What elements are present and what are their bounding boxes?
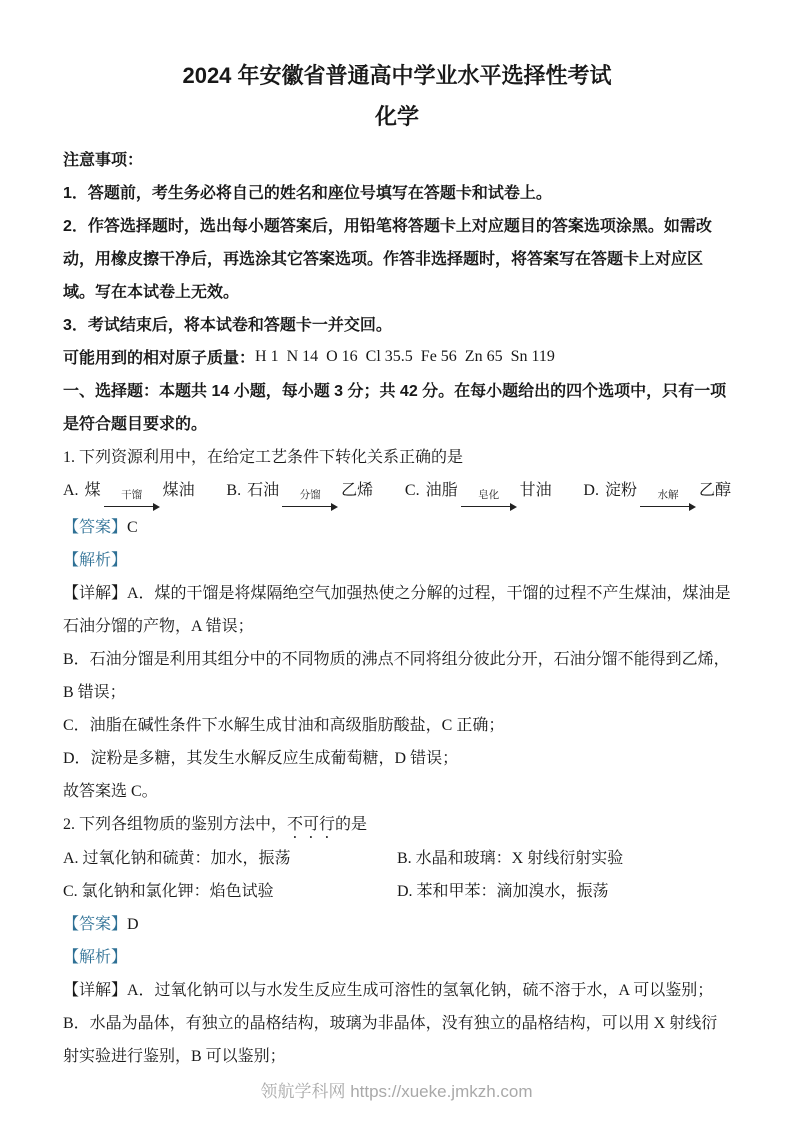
question-1-conclusion: 故答案选 C。 xyxy=(63,783,158,800)
question-2-options xyxy=(63,842,731,908)
watermark-footer xyxy=(0,1077,793,1102)
q2-stem-suffix: 的是 xyxy=(335,816,368,833)
q1-option-c xyxy=(405,474,552,511)
right-arrow-icon xyxy=(461,502,517,511)
notice-item-3: 3．考试结束后，将本试卷和答题卡一并交回。 xyxy=(63,317,392,334)
product: 煤油 xyxy=(162,482,195,499)
reaction-arrow xyxy=(640,490,696,511)
q2-stem-emphasis: 不可行 xyxy=(287,816,336,833)
reaction-arrow xyxy=(282,490,338,511)
reaction-condition: 干馏 xyxy=(121,490,143,501)
question-1-options xyxy=(63,474,731,511)
footer-url: https://xueke.jmkzh.com xyxy=(350,1082,533,1101)
product: 乙醇 xyxy=(698,482,731,499)
question-1-detail-c: C．油脂在碱性条件下水解生成甘油和高级脂肪酸盐，C 正确； xyxy=(63,717,505,734)
q1-option-d xyxy=(583,474,731,511)
option-label: B. xyxy=(226,482,242,499)
section-heading: 一、选择题：本题共 14 小题，每小题 3 分；共 42 分。在每小题给出的四个选项中，只有一项是符合题目要求的。 xyxy=(63,383,727,433)
question-2-analysis-label xyxy=(63,941,731,974)
question-2-answer-line xyxy=(63,908,731,941)
reaction-condition: 皂化 xyxy=(478,490,500,501)
question-2-stem xyxy=(63,808,731,842)
option-label: A. xyxy=(63,482,79,499)
analysis-label: 【解析】 xyxy=(63,949,128,966)
answer-label: 【答案】 xyxy=(63,916,128,933)
reactant: 淀粉 xyxy=(604,482,637,499)
q1-option-b xyxy=(226,474,373,511)
atomic-mass-label: 可能用到的相对原子质量： xyxy=(63,350,256,367)
question-1-detail-d: D．淀粉是多糖，其发生水解反应生成葡萄糖，D 错误； xyxy=(63,750,459,767)
q2-option-a: A. 过氧化钠和硫黄：加水，振荡 xyxy=(63,850,291,867)
notice-item-1: 1．答题前，考生务必将自己的姓名和座位号填写在答题卡和试卷上。 xyxy=(63,185,552,202)
q2-option-c: C. 氯化钠和氯化钾：焰色试验 xyxy=(63,883,274,900)
notice-heading: 注意事项： xyxy=(63,152,144,169)
right-arrow-icon xyxy=(640,502,696,511)
right-arrow-icon xyxy=(104,502,160,511)
question-1-stem: 1. 下列资源利用中，在给定工艺条件下转化关系正确的是 xyxy=(63,449,464,466)
reactant: 油脂 xyxy=(425,482,458,499)
q1-option-a xyxy=(63,474,195,511)
question-1-detail-b: B．石油分馏是利用其组分中的不同物质的沸点不同将组分彼此分开，石油分馏不能得到乙烯，B 错误； xyxy=(63,651,730,701)
question-1-answer-line xyxy=(63,511,731,544)
product: 乙烯 xyxy=(341,482,374,499)
question-1-analysis-label xyxy=(63,544,731,577)
question-2-detail-a: 【详解】A．过氧化钠可以与水发生反应生成可溶性的氢氧化钠，硫不溶于水，A 可以鉴别； xyxy=(63,982,714,999)
notice-item-2: 2．作答选择题时，选出每小题答案后，用铅笔将答题卡上对应题目的答案选项涂黑。如需改动，用橡皮擦干净后，再选涂其它答案选项。作答非选择题时，将答案写在答题卡上对应区域。写在本试卷上无效。 xyxy=(63,218,712,301)
atomic-mass-line xyxy=(63,342,731,375)
exam-subject: 化学 xyxy=(374,104,419,129)
right-arrow-icon xyxy=(282,502,338,511)
reactant: 煤 xyxy=(84,482,101,499)
answer-value: D xyxy=(127,916,139,933)
q2-option-d: D. 苯和甲苯：滴加溴水，振荡 xyxy=(397,883,609,900)
reaction-arrow xyxy=(104,490,160,511)
question-2-detail-b: B．水晶为晶体，有独立的晶格结构，玻璃为非晶体，没有独立的晶格结构，可以用 X 射线衍射实验进行鉴别，B 可以鉴别； xyxy=(63,1015,718,1065)
footer-site-name: 领航学科网 xyxy=(260,1082,346,1101)
reaction-condition: 水解 xyxy=(657,490,679,501)
answer-label: 【答案】 xyxy=(63,519,128,536)
option-label: D. xyxy=(583,482,599,499)
product: 甘油 xyxy=(519,482,552,499)
analysis-label: 【解析】 xyxy=(63,552,128,569)
reaction-arrow xyxy=(461,490,517,511)
q2-stem-prefix: 2. 下列各组物质的鉴别方法中， xyxy=(63,816,288,833)
q2-option-b: B. 水晶和玻璃：X 射线衍射实验 xyxy=(397,850,624,867)
question-1-detail-a: 【详解】A．煤的干馏是将煤隔绝空气加强热使之分解的过程，干馏的过程不产生煤油，煤油是石油分馏的产物，A 错误； xyxy=(63,585,731,635)
option-label: C. xyxy=(404,482,420,499)
reactant: 石油 xyxy=(247,482,280,499)
answer-value: C xyxy=(127,519,138,536)
atomic-mass-values: H 1 N 14 O 16 Cl 35.5 Fe 56 Zn 65 Sn 119 xyxy=(255,348,555,365)
reaction-condition: 分馏 xyxy=(299,490,321,501)
exam-title: 2024 年安徽省普通高中学业水平选择性考试 xyxy=(182,63,612,88)
